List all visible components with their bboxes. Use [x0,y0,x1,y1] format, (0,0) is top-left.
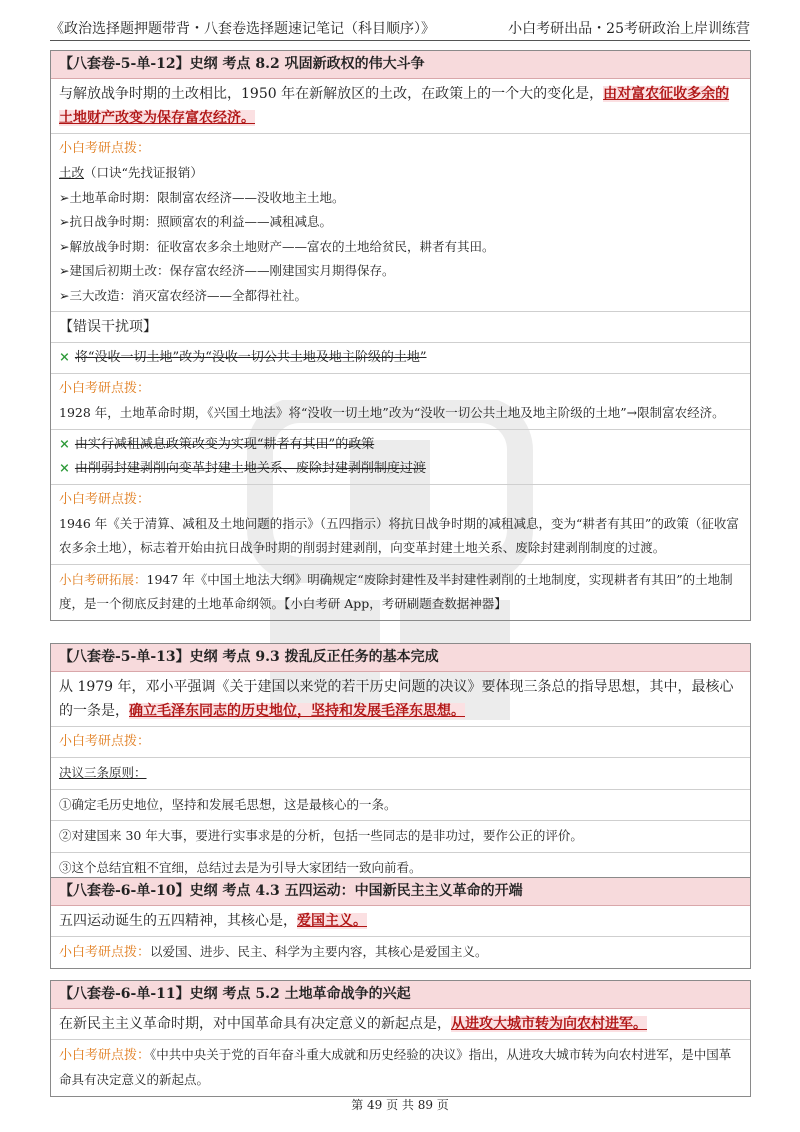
tip-block [51,1039,750,1096]
note-line: ➢三大改造：消灭富农经济——全都得社社。 [59,287,307,303]
extension-text: 1947 年《中国土地法大纲》明确规定“废除封建性及半封建性剥削的土地制度，实现耕者有其田”的土地制度，是一个彻底反封建的土地革命纲领。【小白考研 App，考研刷题查数据神器】 [59,571,733,611]
question-card-5-12 [50,50,751,621]
tip-label: 小白考研点拨： [59,734,151,749]
extension-label: 小白考研拓展： [59,571,147,587]
question-text [51,79,750,133]
card-title: 【八套卷-5-单-12】史纲 考点 8.2 巩固新政权的伟大斗争 [51,51,750,79]
question-stem: 在新民主主义革命时期，对中国革命具有决定意义的新起点是， [59,1016,451,1032]
header-right-brand: 小白考研出品・25考研政治上岸训练营 [508,21,750,37]
tip-label: 小白考研点拨： [59,1048,151,1063]
question-stem: 与解放战争时期的土改相比，1950 年在新解放区的土改，在政策上的一个大的变化是， [59,86,604,102]
correct-answer: 从进攻大城市转为向农村进军。 [451,1016,647,1032]
tip-block [51,726,750,757]
note-line: ②对建国来 30 年大事，要进行实事求是的分析，包括一些同志的是非功过，要作公正的评价。 [51,820,750,852]
note-line: ➢抗日战争时期：照顾富农的利益——减租减息。 [59,214,332,229]
header-left-title: 《政治选择题押题带背・八套卷选择题速记笔记（科目顺序）》 [50,21,435,37]
question-card-6-10 [50,877,751,969]
question-stem: 从 1979 年，邓小平强调《关于建国以来党的若干历史问题的决议》要体现三条总的指导思想，其中，最核心的一条是， [59,679,734,719]
correct-answer: 由对富农征收多余的土地财产改变为保存富农经济。 [59,86,730,126]
page-footer: 第 49 页 共 89 页 [351,1098,449,1112]
wrong-option-1 [51,342,750,373]
wrong-option-2 [51,429,750,484]
note-line: ①确定毛历史地位，坚持和发展毛思想，这是最核心的一条。 [51,789,750,821]
question-stem: 五四运动诞生的五四精神，其核心是， [59,913,297,929]
sub-title-text: 土改 [59,165,85,180]
error-section-title: 【错误干扰项】 [51,311,750,342]
tip-text: 1928 年，土地革命时期，《兴国土地法》将“没收一切土地”改为“没收一切公共土地及地主阶级的土地”→限制富农经济。 [59,405,725,420]
tip-label: 小白考研点拨： [59,141,151,156]
sub-title [59,161,742,186]
card-title: 【八套卷-6-单-11】史纲 考点 5.2 土地革命战争的兴起 [51,981,750,1009]
note-line: ➢解放战争时期：征收富农多余土地财产——富农的土地给贫民，耕者有其田。 [59,238,495,254]
question-card-6-11 [50,980,751,1097]
tip-text: 《中共中央关于党的百年奋斗重大成就和历史经验的决议》指出，从进攻大城市转为向农村进军，是中国革命具有决定意义的新起点。 [59,1047,732,1087]
question-text [51,672,750,726]
question-card-5-13 [50,643,751,884]
cross-icon: × [59,460,70,476]
wrong-option-text: 由削弱封建剥削向变革封建土地关系、废除封建剥削制度过渡 [74,460,426,476]
extension-block [51,564,750,620]
tip-label: 小白考研点拨： [59,491,151,507]
cross-icon: × [59,436,70,452]
question-text [51,906,750,936]
note-line: ③这个总结宜粗不宜细，总结过去是为引导大家团结一致向前看。 [51,852,750,884]
cross-icon: × [59,350,70,365]
correct-answer: 确立毛泽东同志的历史地位，坚持和发展毛泽东思想。 [129,703,465,719]
correct-answer: 爱国主义。 [297,913,367,929]
note-line: ➢土地革命时期：限制富农经济——没收地主土地。 [59,189,345,205]
wrong-option-text: 由实行减租减息政策改变为实现“耕者有其田”的政策 [74,436,375,452]
sub-title [51,757,750,789]
sub-title-note: （口诀“先找证报销） [84,165,203,180]
sub-title-text: 决议三条原则： [59,765,147,780]
card-title: 【八套卷-5-单-13】史纲 考点 9.3 拨乱反正任务的基本完成 [51,644,750,672]
tip-text: 以爱国、进步、民主、科学为主要内容，其核心是爱国主义。 [150,944,488,959]
note-line: ➢建国后初期土改：保存富农经济——刚建国实月期得保存。 [59,263,395,278]
question-text [51,1009,750,1039]
card-title: 【八套卷-6-单-10】史纲 考点 4.3 五四运动：中国新民主主义革命的开端 [51,878,750,906]
tip-block-3 [51,484,750,564]
tip-label: 小白考研点拨： [59,381,151,396]
page-header [50,14,750,41]
tip-label: 小白考研点拨： [59,945,151,960]
wrong-option-text: 将“没收一切土地”改为“没收一切公共土地及地主阶级的土地” [74,350,427,365]
tip-block [51,936,750,968]
tip-block [51,133,750,311]
tip-text: 1946 年《关于清算、减租及土地问题的指示》（五四指示）将抗日战争时期的减租减息，变为“耕者有其田”的政策（征收富农多余土地），标志着开始由抗日战争时期的削弱封建剥削，向变革封建土地关系、废除封建剥削制度的过渡。 [59,515,739,555]
tip-block-2 [51,373,750,429]
